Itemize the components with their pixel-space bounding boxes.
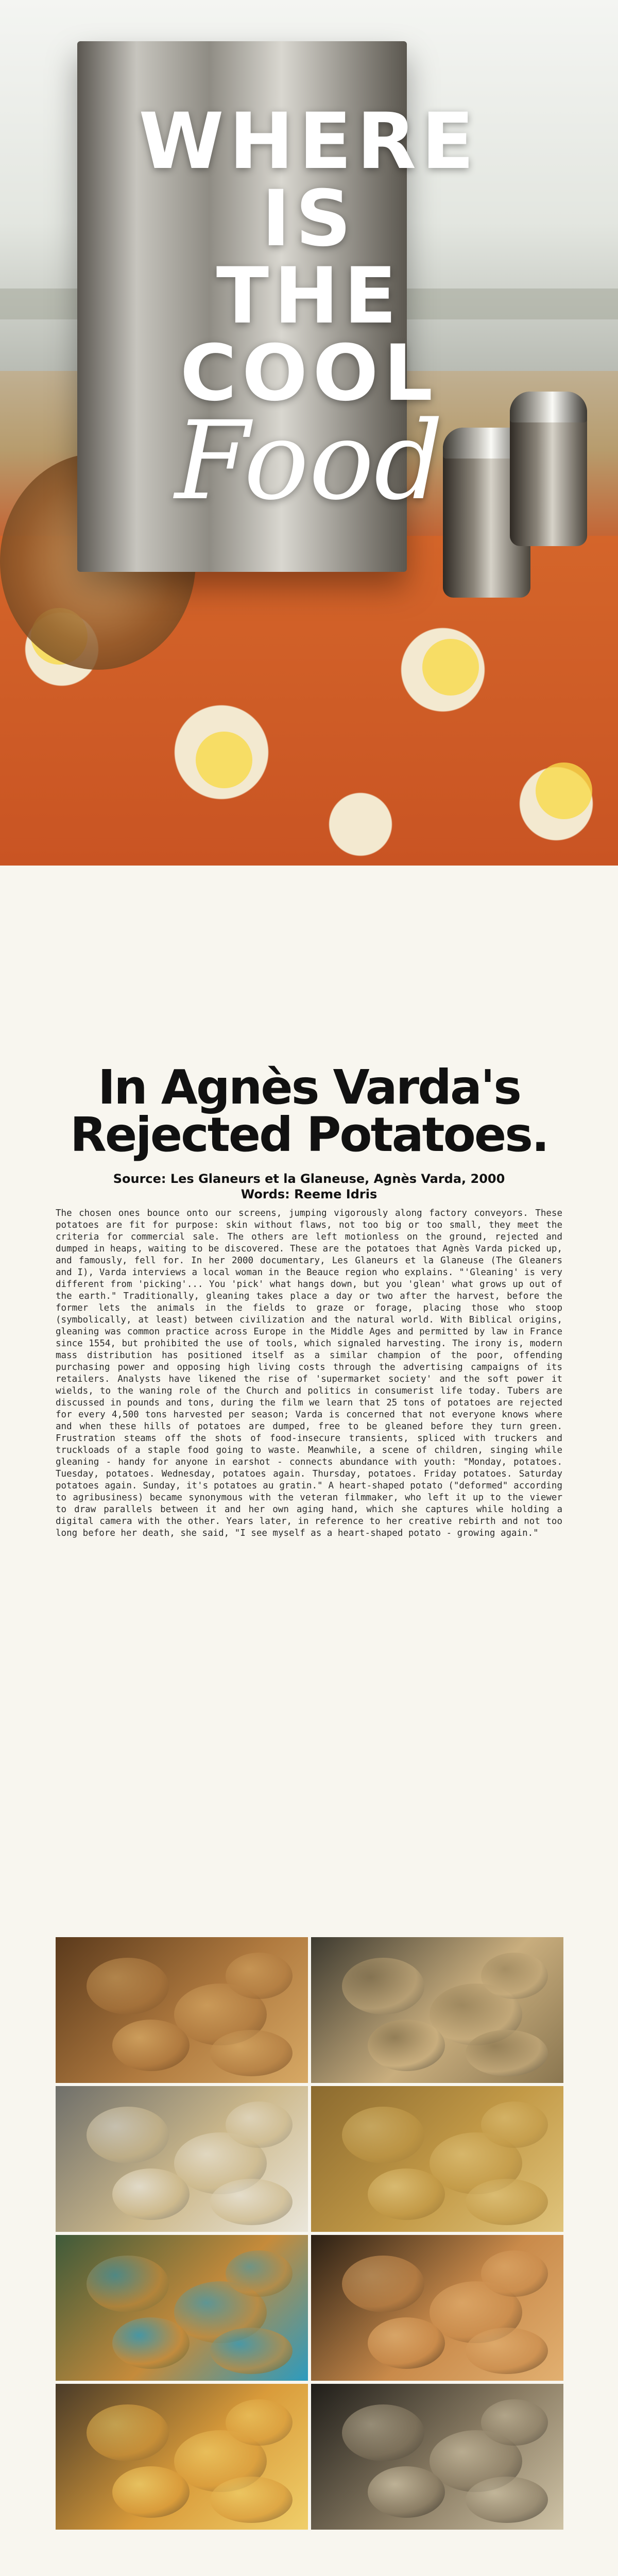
gallery-photo-hand-holding-potato	[56, 2384, 308, 2530]
hero-title-line: THE	[216, 251, 402, 341]
potato-shape	[342, 2256, 424, 2312]
potato-shape	[481, 2250, 548, 2297]
potato-shape	[87, 2256, 169, 2312]
gallery-photo-truck-and-workers	[56, 2235, 308, 2381]
potato-shape	[466, 2179, 548, 2225]
potato-shape	[226, 2250, 293, 2297]
potato-shape	[210, 2179, 293, 2225]
article	[0, 866, 618, 2576]
potato-shape	[481, 2399, 548, 2446]
hero-title	[0, 97, 618, 524]
hero-title-script: Food	[175, 398, 443, 524]
article-headline	[52, 1060, 566, 1162]
flower-pattern	[422, 639, 479, 696]
potato-shape	[112, 2168, 190, 2220]
potato-shape	[112, 2020, 190, 2071]
article-body: The chosen ones bounce onto our screens, jumping vigorously along factory conveyors. These potatoes are fit for purpose: skin without flaws, not too big or too small, they meet the criteria for commercial sale. The others are left motionless on the ground, rejected and dumped in heaps, waiting to be discovered. These are the potatoes that Agnès Varda picked up, and famously, fell for. In her 2000 documentary, Les Glaneurs et la Glaneuse (The Gleaners and I), Varda interviews a local woman in the Beauce region who explains. "'Gleaning' is very different from 'picking'... You 'pick' what hangs down, but you 'glean' what grows up out of the earth." Traditionally, gleaning takes place a day or two after the harvest, before the former lets the animals in the fields to graze or forage, placing those who stoop (symbolically, at least) between civilization and the natural world. With Biblical origins, gleaning was common practice across Europe in the Middle Ages and permitted by law in France since 1554, but prohibited the use of tools, which signaled harvesting. The irony is, modern mass distribution has positioned itself as a similar champion of the poor, offending purchasing power and opposing high living costs through the advertising campaigns of its retailers. Analysts have likened the rise of 'supermarket society' and the soft power it wields, to the waning role of the Church and politics in consumerist life today. Tubers are discussed in pounds and tons, during the film we learn that 25 tons of potatoes are rejected for every 4,500 tons harvested per season; Varda is concerned that not everyone knows where and when these hills of potatoes are dumped, free to be gleaned before they turn green. Frustration steams off the shots of food-insecure transients, spliced with truckers and truckloads of a staple food going to waste. Meanwhile, a scene of children, singing while gleaning - handy for anyone in earshot - connects abundance with youth: "Monday, potatoes. Tuesday, potatoes. Wednesday, potatoes again. Thursday, potatoes. Friday potatoes. Saturday potatoes again. Sunday, it's potatoes au gratin." A heart-shaped potato ("deformed" according to agribusiness) became synonymous with the veteran filmmaker, who left it up to the viewer to draw parallels between it and her own aging hand, which she captures while holding a digital camera with the other. Years later, in reference to her creative rebirth and not too long before her death, she said, "I see myself as a heart-shaped potato - growing again."	[56, 1208, 568, 1538]
potato-shape	[481, 1953, 548, 1999]
potato-shape	[342, 2404, 424, 2461]
hero-title-line: IS	[262, 174, 356, 264]
potato-shape	[226, 2102, 293, 2148]
potato-shape	[226, 1953, 293, 1999]
words-credit: Words: Reeme Idris	[241, 1187, 377, 1201]
potato-shape	[210, 2477, 293, 2523]
flower-pattern	[536, 762, 592, 819]
headline-line: In Agnès Varda's	[98, 1060, 520, 1115]
potato-shape	[226, 2399, 293, 2446]
potato-shape	[87, 2107, 169, 2163]
article-credits	[52, 1171, 566, 1202]
potato-shape	[342, 1958, 424, 2014]
gallery-photo-heart-potato-on-window	[56, 2086, 308, 2232]
potato-shape	[466, 2328, 548, 2374]
potato-shape	[112, 2317, 190, 2369]
source-credit: Source: Les Glaneurs et la Glaneuse, Agnès Varda, 2000	[113, 1172, 505, 1186]
hero-image	[0, 0, 618, 866]
potato-shape	[481, 2102, 548, 2148]
potato-shape	[368, 2317, 445, 2369]
potato-shape	[466, 2477, 548, 2523]
potato-shape	[210, 2030, 293, 2076]
gallery-photo-gleaner-in-field	[311, 2086, 563, 2232]
headline-line: Rejected Potatoes.	[70, 1107, 548, 1162]
gallery-photo-potatoes-with-face	[56, 1937, 308, 2083]
potato-shape	[342, 2107, 424, 2163]
potato-shape	[210, 2328, 293, 2374]
potato-shape	[112, 2466, 190, 2518]
photo-gallery	[56, 1937, 563, 2504]
potato-shape	[466, 2030, 548, 2076]
gallery-photo-sprouting-potatoes	[311, 2384, 563, 2530]
hero-title-line: COOL	[180, 329, 438, 418]
potato-shape	[87, 1958, 169, 2014]
potato-shape	[368, 2168, 445, 2220]
flower-pattern	[196, 732, 252, 788]
potato-shape	[368, 2466, 445, 2518]
gallery-photo-potatoes-in-box	[311, 2235, 563, 2381]
potato-shape	[87, 2404, 169, 2461]
hero-title-line: WHERE	[139, 97, 479, 187]
gallery-photo-heart-shaped-potato	[311, 1937, 563, 2083]
potato-shape	[368, 2020, 445, 2071]
